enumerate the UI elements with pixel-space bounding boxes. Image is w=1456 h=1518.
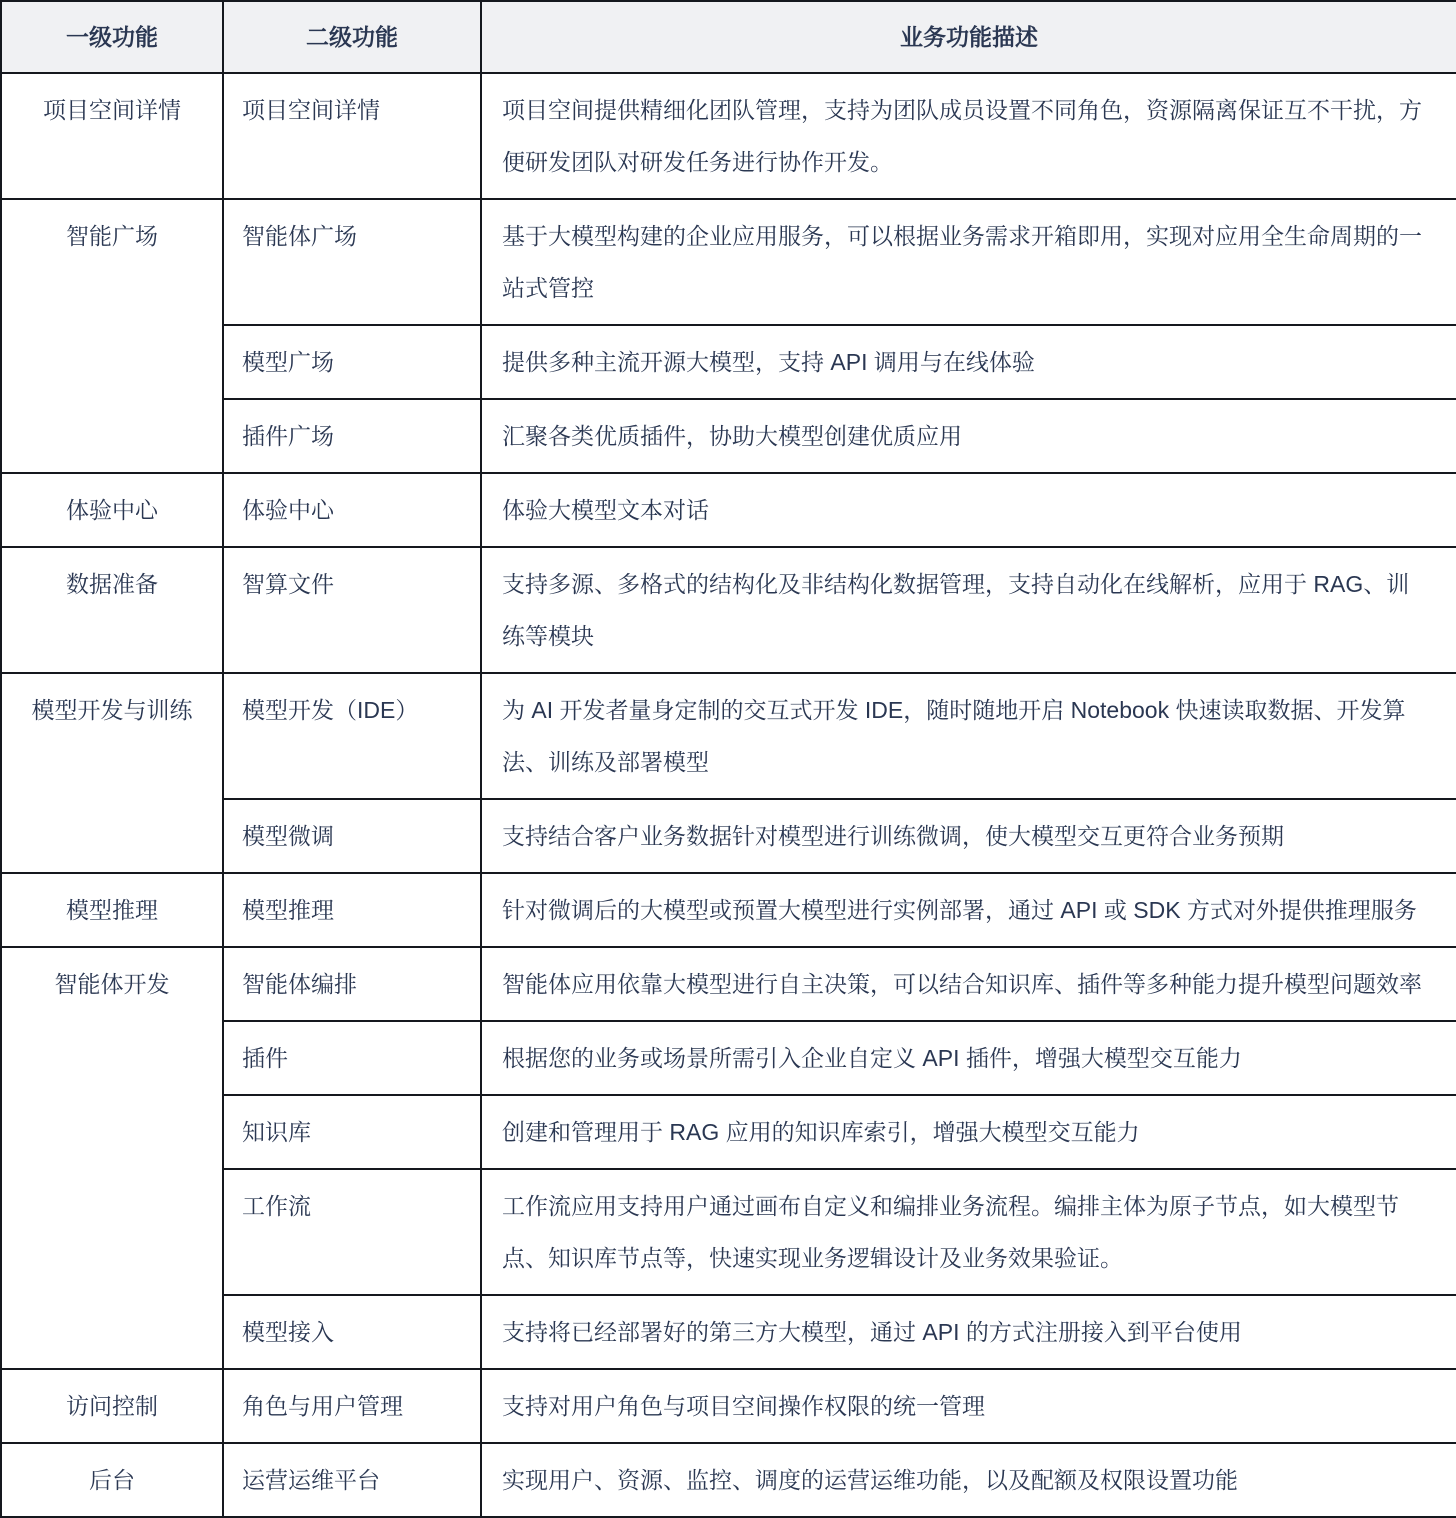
header-level2: 二级功能 (223, 1, 481, 73)
description-cell: 为 AI 开发者量身定制的交互式开发 IDE，随时随地开启 Notebook 快速读取数据、开发算法、训练及部署模型 (481, 673, 1456, 799)
level2-cell: 插件 (223, 1021, 481, 1095)
description-cell: 项目空间提供精细化团队管理，支持为团队成员设置不同角色，资源隔离保证互不干扰，方便研发团队对研发任务进行协作开发。 (481, 73, 1456, 199)
level2-cell: 角色与用户管理 (223, 1369, 481, 1443)
description-cell: 支持对用户角色与项目空间操作权限的统一管理 (481, 1369, 1456, 1443)
header-level1: 一级功能 (1, 1, 223, 73)
level1-cell: 后台 (1, 1443, 223, 1517)
level1-cell: 模型推理 (1, 873, 223, 947)
level1-cell: 数据准备 (1, 547, 223, 673)
table-row (1, 73, 1456, 199)
level2-cell: 体验中心 (223, 473, 481, 547)
level1-cell: 体验中心 (1, 473, 223, 547)
description-cell: 支持多源、多格式的结构化及非结构化数据管理，支持自动化在线解析，应用于 RAG、训练等模块 (481, 547, 1456, 673)
level2-cell: 模型推理 (223, 873, 481, 947)
level2-cell: 模型广场 (223, 325, 481, 399)
level1-cell: 模型开发与训练 (1, 673, 223, 873)
level1-cell: 智能体开发 (1, 947, 223, 1369)
level2-cell: 模型微调 (223, 799, 481, 873)
table-header-row (1, 1, 1456, 73)
description-cell: 支持结合客户业务数据针对模型进行训练微调，使大模型交互更符合业务预期 (481, 799, 1456, 873)
level1-cell: 项目空间详情 (1, 73, 223, 199)
table-row (1, 473, 1456, 547)
level2-cell: 智算文件 (223, 547, 481, 673)
level2-cell: 工作流 (223, 1169, 481, 1295)
level2-cell: 插件广场 (223, 399, 481, 473)
description-cell: 工作流应用支持用户通过画布自定义和编排业务流程。编排主体为原子节点，如大模型节点、知识库节点等，快速实现业务逻辑设计及业务效果验证。 (481, 1169, 1456, 1295)
description-cell: 针对微调后的大模型或预置大模型进行实例部署，通过 API 或 SDK 方式对外提供推理服务 (481, 873, 1456, 947)
description-cell: 体验大模型文本对话 (481, 473, 1456, 547)
table-row (1, 199, 1456, 325)
table-row (1, 947, 1456, 1021)
description-cell: 智能体应用依靠大模型进行自主决策，可以结合知识库、插件等多种能力提升模型问题效率 (481, 947, 1456, 1021)
description-cell: 支持将已经部署好的第三方大模型，通过 API 的方式注册接入到平台使用 (481, 1295, 1456, 1369)
level1-cell: 智能广场 (1, 199, 223, 473)
description-cell: 根据您的业务或场景所需引入企业自定义 API 插件，增强大模型交互能力 (481, 1021, 1456, 1095)
table-row (1, 673, 1456, 799)
level1-cell: 访问控制 (1, 1369, 223, 1443)
level2-cell: 模型开发（IDE） (223, 673, 481, 799)
description-cell: 实现用户、资源、监控、调度的运营运维功能，以及配额及权限设置功能 (481, 1443, 1456, 1517)
description-cell: 创建和管理用于 RAG 应用的知识库索引，增强大模型交互能力 (481, 1095, 1456, 1169)
level2-cell: 智能体编排 (223, 947, 481, 1021)
level2-cell: 知识库 (223, 1095, 481, 1169)
level2-cell: 项目空间详情 (223, 73, 481, 199)
level2-cell: 模型接入 (223, 1295, 481, 1369)
description-cell: 提供多种主流开源大模型，支持 API 调用与在线体验 (481, 325, 1456, 399)
level2-cell: 运营运维平台 (223, 1443, 481, 1517)
table-row (1, 873, 1456, 947)
description-cell: 基于大模型构建的企业应用服务，可以根据业务需求开箱即用，实现对应用全生命周期的一站式管控 (481, 199, 1456, 325)
level2-cell: 智能体广场 (223, 199, 481, 325)
header-description: 业务功能描述 (481, 1, 1456, 73)
description-cell: 汇聚各类优质插件，协助大模型创建优质应用 (481, 399, 1456, 473)
table-row (1, 1369, 1456, 1443)
table-row (1, 547, 1456, 673)
